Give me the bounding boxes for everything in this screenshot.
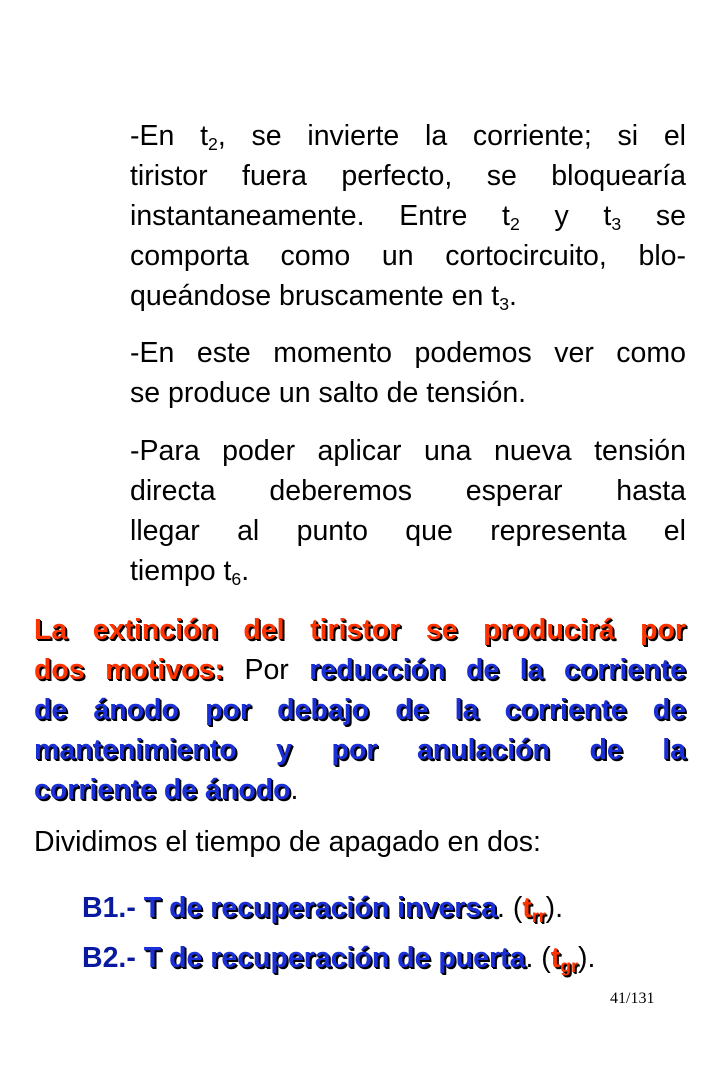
- text-fragment: , se invierte la corriente; si el: [217, 120, 687, 152]
- text-fragment: -En t: [130, 120, 209, 152]
- paragraph-line: [130, 276, 686, 316]
- item-code: B2.-: [82, 942, 136, 974]
- paragraph-new-voltage: [130, 431, 686, 591]
- highlight-red: dos motivos:: [34, 654, 224, 686]
- text-fragment: Por: [223, 654, 310, 686]
- item-symbol: [522, 892, 545, 924]
- text-fragment: ).: [577, 942, 596, 974]
- subscript: 3: [499, 293, 510, 314]
- text-fragment: . (: [497, 892, 523, 924]
- text-fragment: .: [290, 774, 299, 806]
- paragraph-line: -En este momento podemos ver como: [130, 337, 686, 369]
- text-fragment: y t: [519, 200, 612, 232]
- paragraph-line: directa deberemos esperar hasta: [130, 475, 686, 507]
- text-fragment: queándose bruscamente en t: [130, 280, 500, 312]
- paragraph-line: [130, 551, 686, 591]
- paragraph-line: de ánodo por debajo de la corriente de: [34, 694, 686, 726]
- text-fragment: . (: [525, 942, 551, 974]
- item-title: T de recuperación de puerta: [143, 942, 526, 974]
- text-fragment: ).: [545, 892, 563, 924]
- paragraph-line: [34, 770, 686, 810]
- item-code: B1.-: [82, 892, 136, 924]
- paragraph-line: mantenimiento y por anulación de la: [34, 734, 686, 766]
- subscript: 6: [231, 568, 242, 589]
- paragraph-line: [130, 116, 686, 156]
- subscript: gr: [560, 955, 578, 976]
- page-number: 41/131: [610, 990, 655, 1007]
- paragraph-line: La extinción del tiristor se producirá por: [34, 614, 686, 646]
- item-b1: [82, 888, 563, 928]
- paragraph-extinction: [34, 610, 686, 810]
- highlight-blue: corriente de ánodo: [34, 774, 291, 806]
- paragraph-line: [34, 650, 686, 690]
- text-fragment: instantaneamente. Entre t: [130, 200, 510, 232]
- paragraph-line: [130, 196, 686, 236]
- text-fragment: tiempo t: [130, 555, 232, 587]
- subscript: 2: [509, 213, 520, 234]
- paragraph-inversion: [130, 116, 686, 316]
- paragraph-division: [34, 822, 686, 862]
- paragraph-line: Dividimos el tiempo de apagado en dos:: [34, 826, 541, 858]
- paragraph-line: tiristor fuera perfecto, se bloquearía: [130, 160, 686, 192]
- subscript: 2: [208, 133, 218, 154]
- item-symbol: [551, 942, 578, 974]
- paragraph-line: llegar al punto que representa el: [130, 515, 686, 547]
- text-fragment: se: [621, 200, 686, 232]
- subscript: 3: [611, 213, 622, 234]
- paragraph-line: comporta como un cortocircuito, blo-: [130, 240, 686, 272]
- text-fragment: .: [241, 555, 250, 587]
- item-b2: [82, 938, 595, 978]
- text-fragment: .: [509, 280, 517, 312]
- item-title: T de recuperación inversa: [143, 892, 497, 924]
- paragraph-voltage-jump: [130, 333, 686, 413]
- paragraph-line: -Para poder aplicar una nueva tensión: [130, 435, 686, 467]
- paragraph-line: se produce un salto de tensión.: [130, 377, 527, 409]
- subscript: rr: [531, 905, 546, 926]
- symbol-letter: t: [522, 892, 532, 924]
- symbol-letter: t: [550, 942, 561, 974]
- highlight-blue: reducción de la corriente: [309, 654, 686, 686]
